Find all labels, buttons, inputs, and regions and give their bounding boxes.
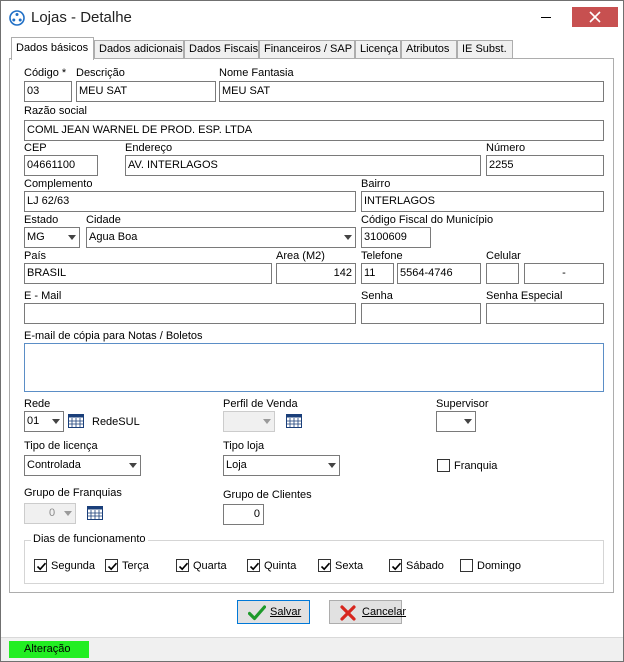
nome-fantasia-label: Nome Fantasia (219, 67, 294, 79)
tab-dados-adicionais[interactable]: Dados adicionais (94, 40, 184, 59)
sabado-checkbox[interactable] (389, 559, 402, 572)
quinta-label: Quinta (264, 560, 297, 572)
cidade-label: Cidade (86, 214, 121, 226)
email-field[interactable] (24, 303, 356, 324)
app-icon (9, 10, 25, 26)
numero-label: Número (486, 142, 526, 154)
checkmark-icon (248, 605, 266, 621)
check-icon (248, 560, 261, 573)
cancel-x-icon (340, 605, 356, 621)
close-button[interactable] (572, 7, 618, 27)
sabado-label: Sábado (406, 560, 444, 572)
check-icon (35, 560, 48, 573)
telefone-label: Telefone (361, 250, 403, 262)
chevron-down-icon (52, 419, 60, 424)
franquia-label: Franquia (454, 460, 498, 472)
tab-dados-fiscais[interactable]: Dados Fiscais (184, 40, 259, 59)
senha-especial-field[interactable] (486, 303, 604, 324)
sexta-checkbox[interactable] (318, 559, 331, 572)
codigo-fiscal-label: Código Fiscal do Município (361, 214, 494, 226)
senha-especial-label: Senha Especial (486, 290, 563, 302)
descricao-field[interactable]: MEU SAT (76, 81, 216, 102)
nome-fantasia-field[interactable]: MEU SAT (219, 81, 604, 102)
grupo-clientes-field[interactable]: 0 (223, 504, 264, 525)
tab-ie-subst[interactable]: IE Subst. (457, 40, 513, 59)
quarta-checkbox[interactable] (176, 559, 189, 572)
pais-field[interactable]: BRASIL (24, 263, 272, 284)
telefone-field[interactable]: 5564-4746 (397, 263, 481, 284)
dias-funcionamento-title: Dias de funcionamento (33, 533, 146, 545)
complemento-label: Complemento (24, 178, 93, 190)
close-icon (589, 11, 601, 23)
celular-field[interactable]: - (524, 263, 604, 284)
celular-label: Celular (486, 250, 521, 262)
tab-control (9, 37, 614, 593)
tipo-loja-value: Loja (226, 459, 247, 471)
estado-select[interactable] (24, 227, 80, 248)
tipo-licenca-label: Tipo de licença (24, 440, 98, 452)
rede-name: RedeSUL (92, 416, 140, 428)
domingo-checkbox[interactable] (460, 559, 473, 572)
email-copia-label: E-mail de cópia para Notas / Boletos (24, 330, 203, 342)
cancelar-button[interactable] (329, 600, 407, 624)
grupo-clientes-label: Grupo de Clientes (223, 489, 312, 501)
codigo-field[interactable]: 03 (24, 81, 72, 102)
sexta-label: Sexta (335, 560, 364, 572)
check-icon (106, 560, 119, 573)
window-title: Lojas - Detalhe (31, 9, 132, 26)
terca-checkbox[interactable] (105, 559, 118, 572)
bairro-field[interactable]: INTERLAGOS (361, 191, 604, 212)
title-bar (1, 1, 623, 34)
grupo-franquias-value: 0 (49, 507, 56, 519)
cidade-value: Agua Boa (89, 231, 138, 243)
cep-label: CEP (24, 142, 47, 154)
numero-field[interactable]: 2255 (486, 155, 604, 176)
cidade-select[interactable] (86, 227, 356, 248)
chevron-down-icon (328, 463, 336, 468)
chevron-down-icon (64, 511, 72, 516)
email-label: E - Mail (24, 290, 62, 302)
senha-field[interactable] (361, 303, 481, 324)
codigo-fiscal-field[interactable]: 3100609 (361, 227, 431, 248)
complemento-field[interactable]: LJ 62/63 (24, 191, 356, 212)
codigo-label: Código * (24, 67, 67, 79)
perfil-venda-select[interactable] (223, 411, 275, 432)
email-copia-textarea[interactable] (24, 343, 604, 392)
grupo-franquias-label: Grupo de Franquias (24, 487, 122, 499)
tab-licenca[interactable]: Licença (355, 40, 401, 59)
descricao-label: Descrição (76, 67, 125, 79)
segunda-checkbox[interactable] (34, 559, 47, 572)
razao-social-field[interactable]: COML JEAN WARNEL DE PROD. ESP. LTDA (24, 120, 604, 141)
bairro-label: Bairro (361, 178, 391, 190)
calendar-icon[interactable] (68, 414, 84, 428)
endereco-field[interactable]: AV. INTERLAGOS (125, 155, 481, 176)
check-icon (177, 560, 190, 573)
segunda-label: Segunda (51, 560, 96, 572)
tab-financeiros-sap[interactable]: Financeiros / SAP (259, 40, 355, 59)
salvar-label: Salvar (270, 606, 302, 618)
perfil-venda-label: Perfil de Venda (223, 398, 298, 410)
tipo-licenca-select[interactable] (24, 455, 141, 476)
area-label: Area (M2) (276, 250, 325, 262)
celular-ddd-field[interactable] (486, 263, 519, 284)
supervisor-select[interactable] (436, 411, 476, 432)
tipo-loja-select[interactable] (223, 455, 340, 476)
chevron-down-icon (263, 419, 271, 424)
check-icon (319, 560, 332, 573)
calendar-icon[interactable] (87, 506, 103, 520)
domingo-label: Domingo (477, 560, 522, 572)
pais-label: País (24, 250, 47, 262)
chevron-down-icon (68, 235, 76, 240)
quarta-label: Quarta (193, 560, 227, 572)
status-bar (1, 637, 623, 661)
status-badge: Alteração (9, 641, 89, 658)
dias-funcionamento-group (24, 533, 604, 584)
franquia-checkbox[interactable] (437, 459, 450, 472)
tipo-licenca-value: Controlada (27, 459, 81, 471)
tab-panel-dados-basicos (9, 58, 614, 593)
area-field[interactable]: 142 (276, 263, 356, 284)
chevron-down-icon (344, 235, 352, 240)
cancelar-label: Cancelar (362, 606, 407, 618)
rede-select[interactable] (24, 411, 64, 432)
minimize-button[interactable] (531, 5, 561, 29)
senha-label: Senha (361, 290, 393, 302)
supervisor-label: Supervisor (436, 398, 489, 410)
rede-label: Rede (24, 398, 51, 410)
chevron-down-icon (129, 463, 137, 468)
telefone-ddd-field[interactable]: 11 (361, 263, 394, 284)
estado-value: MG (27, 231, 45, 243)
tipo-loja-label: Tipo loja (223, 440, 265, 452)
cep-field[interactable]: 04661100 (24, 155, 98, 176)
endereco-label: Endereço (125, 142, 173, 154)
quinta-checkbox[interactable] (247, 559, 260, 572)
grupo-franquias-select[interactable] (24, 503, 76, 524)
calendar-icon[interactable] (286, 414, 302, 428)
estado-label: Estado (24, 214, 59, 226)
rede-value: 01 (27, 415, 40, 427)
salvar-button[interactable] (237, 600, 310, 624)
tab-atributos[interactable]: Atributos (401, 40, 457, 59)
chevron-down-icon (464, 419, 472, 424)
check-icon (390, 560, 403, 573)
razao-social-label: Razão social (24, 105, 87, 117)
tab-dados-basicos[interactable]: Dados básicos (11, 37, 94, 60)
terca-label: Terça (122, 560, 149, 572)
